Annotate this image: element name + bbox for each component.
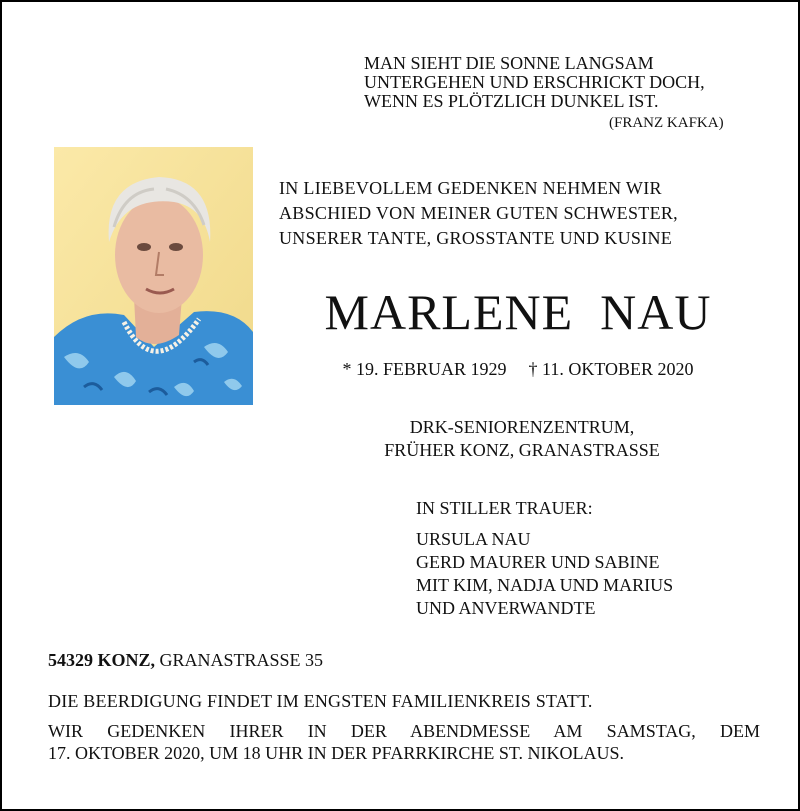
mass-line: WIR GEDENKEN IHRER IN DER ABENDMESSE AM SAMSTAG, DEM [48,721,760,741]
residence-line: DRK-SENIORENZENTRUM, [409,417,635,437]
intro-line: ABSCHIED VON MEINER GUTEN SCHWESTER, [279,203,678,223]
memorial-mass-notice [48,720,760,764]
quote-line: MAN SIEHT DIE SONNE LANGSAM [364,53,654,73]
residence-info [302,416,742,462]
mass-line: 17. OKTOBER 2020, UM 18 UHR IN DER PFARRKIRCHE ST. NIKOLAUS. [48,743,625,763]
mourner-line: URSULA NAU [416,529,531,549]
intro-line: UNSERER TANTE, GROSSTANTE UND KUSINE [279,228,673,248]
intro-line: IN LIEBEVOLLEM GEDENKEN NEHMEN WIR [279,178,662,198]
mourner-line: GERD MAURER UND SABINE [416,552,660,572]
quote-source: (FRANZ KAFKA) [609,115,724,131]
portrait-illustration [54,147,253,405]
quote-line: WENN ES PLÖTZLICH DUNKEL IST. [364,91,659,111]
quote-line: UNTERGEHEN UND ERSCHRICKT DOCH, [364,72,705,92]
funeral-notice: DIE BEERDIGUNG FINDET IM ENGSTEN FAMILIENKREIS STATT. [48,691,593,711]
birth-date: * 19. FEBRUAR 1929 [342,359,507,379]
mourning-address [48,650,323,671]
mourners-list [416,528,673,620]
portrait-photo [54,147,253,405]
kafka-quote [364,54,705,111]
address-city: 54329 KONZ, [48,650,156,670]
life-dates [292,359,744,380]
mourning-title: IN STILLER TRAUER: [416,498,593,518]
mourner-line: MIT KIM, NADJA UND MARIUS [416,575,674,595]
address-street: GRANASTRASSE 35 [159,650,324,670]
mourner-line: UND ANVERWANDTE [416,598,596,618]
farewell-intro [279,176,759,251]
residence-line: FRÜHER KONZ, GRANASTRASSE [384,440,660,460]
deceased-name: MARLENE NAU [324,284,712,340]
death-date: † 11. OKTOBER 2020 [528,359,694,379]
